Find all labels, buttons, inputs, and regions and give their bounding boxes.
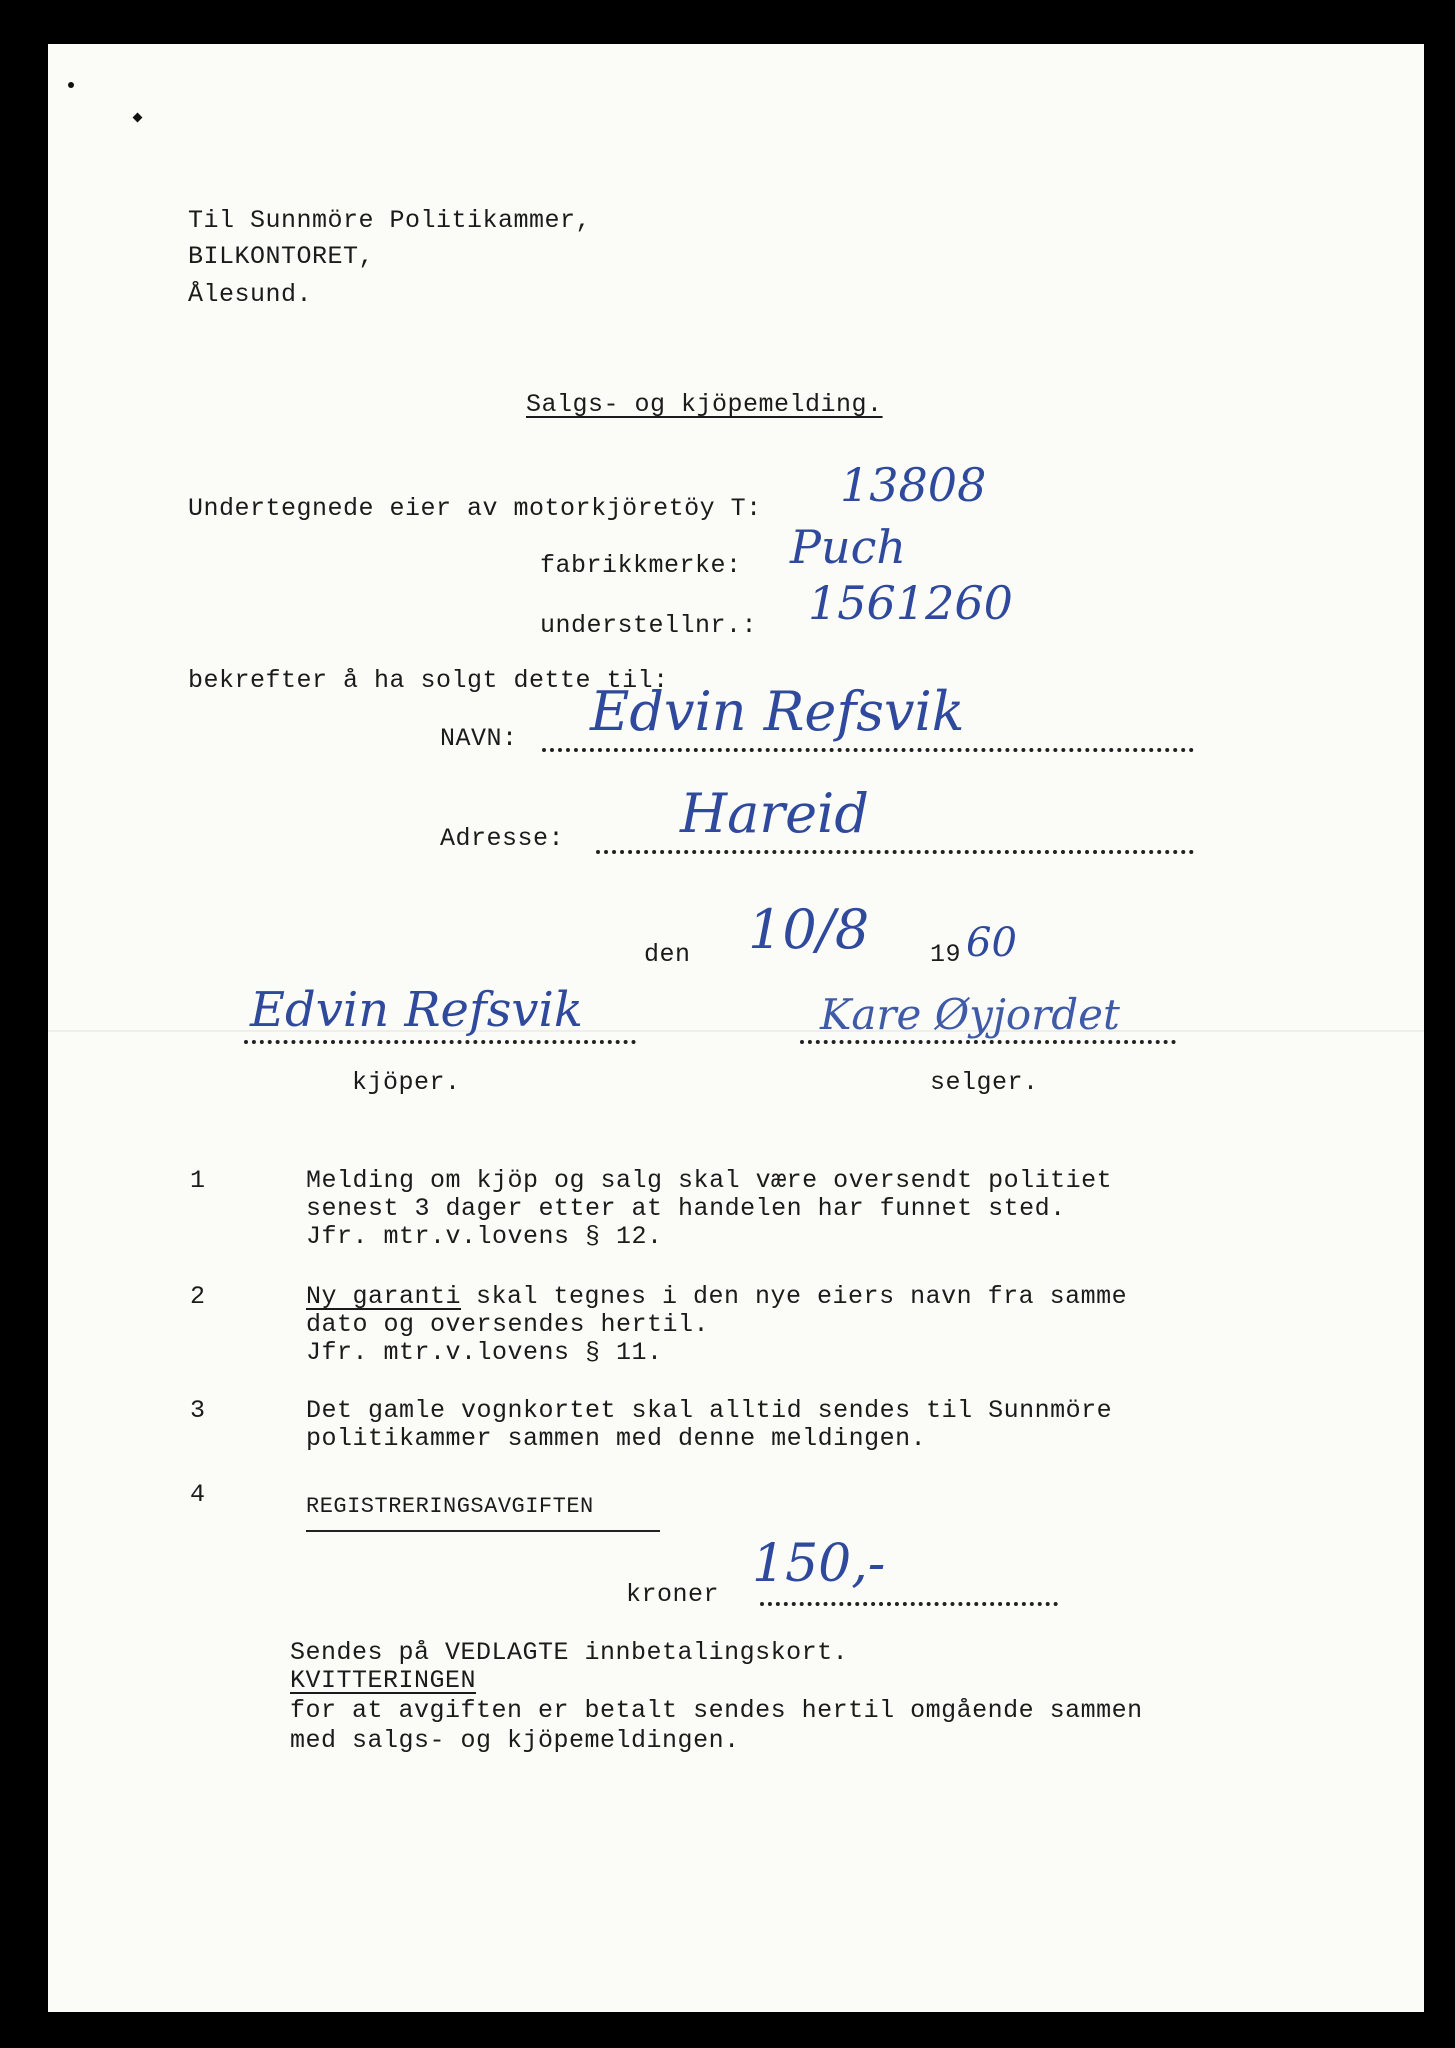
make-value: Puch <box>790 520 906 574</box>
make-label: fabrikkmerke: <box>540 551 742 580</box>
fee-heading-rule <box>306 1530 660 1532</box>
date-label: den <box>644 940 691 969</box>
rule-2-underlined-term: Ny garanti <box>306 1282 462 1311</box>
rule-3-line-2: politikammer sammen med denne meldingen. <box>306 1424 927 1453</box>
sold-to-label: bekrefter å ha solgt dette til: <box>188 666 669 695</box>
buyer-address-value: Hareid <box>680 782 869 845</box>
owner-label: Undertegnede eier av motorkjöretöy T: <box>188 494 762 523</box>
address-label: Adresse: <box>440 824 565 853</box>
fee-value: 150,- <box>752 1534 886 1594</box>
year-suffix: 60 <box>966 920 1017 966</box>
name-dotted-line <box>542 748 1194 752</box>
fee-heading: REGISTRERINGSAVGIFTEN <box>306 1494 594 1519</box>
buyer-signature-line <box>244 1040 636 1044</box>
buyer-name-value: Edvin Refsvik <box>590 680 965 743</box>
seller-label: selger. <box>930 1068 1039 1097</box>
fee-dotted-line <box>760 1602 1058 1606</box>
recipient-line-1: Til Sunnmöre Politikammer, <box>188 206 592 235</box>
name-label: NAVN: <box>440 724 518 753</box>
rule-1-line-2: senest 3 dager etter at handelen har funnet sted. <box>306 1194 1066 1223</box>
rule-1-line-1: Melding om kjöp og salg skal være oversendt politiet <box>306 1166 1113 1195</box>
buyer-signature: Edvin Refsvik <box>250 982 583 1038</box>
registration-value: 13808 <box>840 458 987 512</box>
year-prefix: 19 <box>930 940 962 969</box>
rule-1-line-3: Jfr. mtr.v.lovens § 12. <box>306 1222 663 1251</box>
address-dotted-line <box>596 850 1194 854</box>
footer-line-3: for at avgiften er betalt sendes hertil omgående sammen <box>290 1696 1143 1725</box>
rule-2-line-1: skal tegnes i den nye eiers navn fra samme <box>476 1282 1128 1311</box>
punch-mark-1 <box>68 82 74 88</box>
seller-signature-line <box>800 1040 1176 1044</box>
date-value: 10/8 <box>748 898 870 961</box>
rule-2-line-3: Jfr. mtr.v.lovens § 11. <box>306 1338 663 1367</box>
recipient-line-3: Ålesund. <box>188 280 313 309</box>
rule-number-4: 4 <box>190 1480 206 1509</box>
fee-label: kroner <box>626 1580 720 1609</box>
chassis-label: understellnr.: <box>540 611 758 640</box>
rule-number-3: 3 <box>190 1396 206 1425</box>
recipient-line-2: BILKONTORET, <box>188 242 375 271</box>
chassis-value: 1561260 <box>808 576 1013 630</box>
rule-number-1: 1 <box>190 1166 206 1195</box>
footer-line-4: med salgs- og kjöpemeldingen. <box>290 1726 740 1755</box>
rule-2-line-2: dato og oversendes hertil. <box>306 1310 710 1339</box>
rule-3-line-1: Det gamle vognkortet skal alltid sendes til Sunnmöre <box>306 1396 1113 1425</box>
seller-signature: Kare Øyjordet <box>820 990 1120 1039</box>
rule-number-2: 2 <box>190 1282 206 1311</box>
buyer-label: kjöper. <box>352 1068 461 1097</box>
footer-line-2: KVITTERINGEN <box>290 1666 477 1695</box>
document-title: Salgs- og kjöpemelding. <box>526 390 883 419</box>
footer-line-1: Sendes på VEDLAGTE innbetalingskort. <box>290 1638 849 1667</box>
